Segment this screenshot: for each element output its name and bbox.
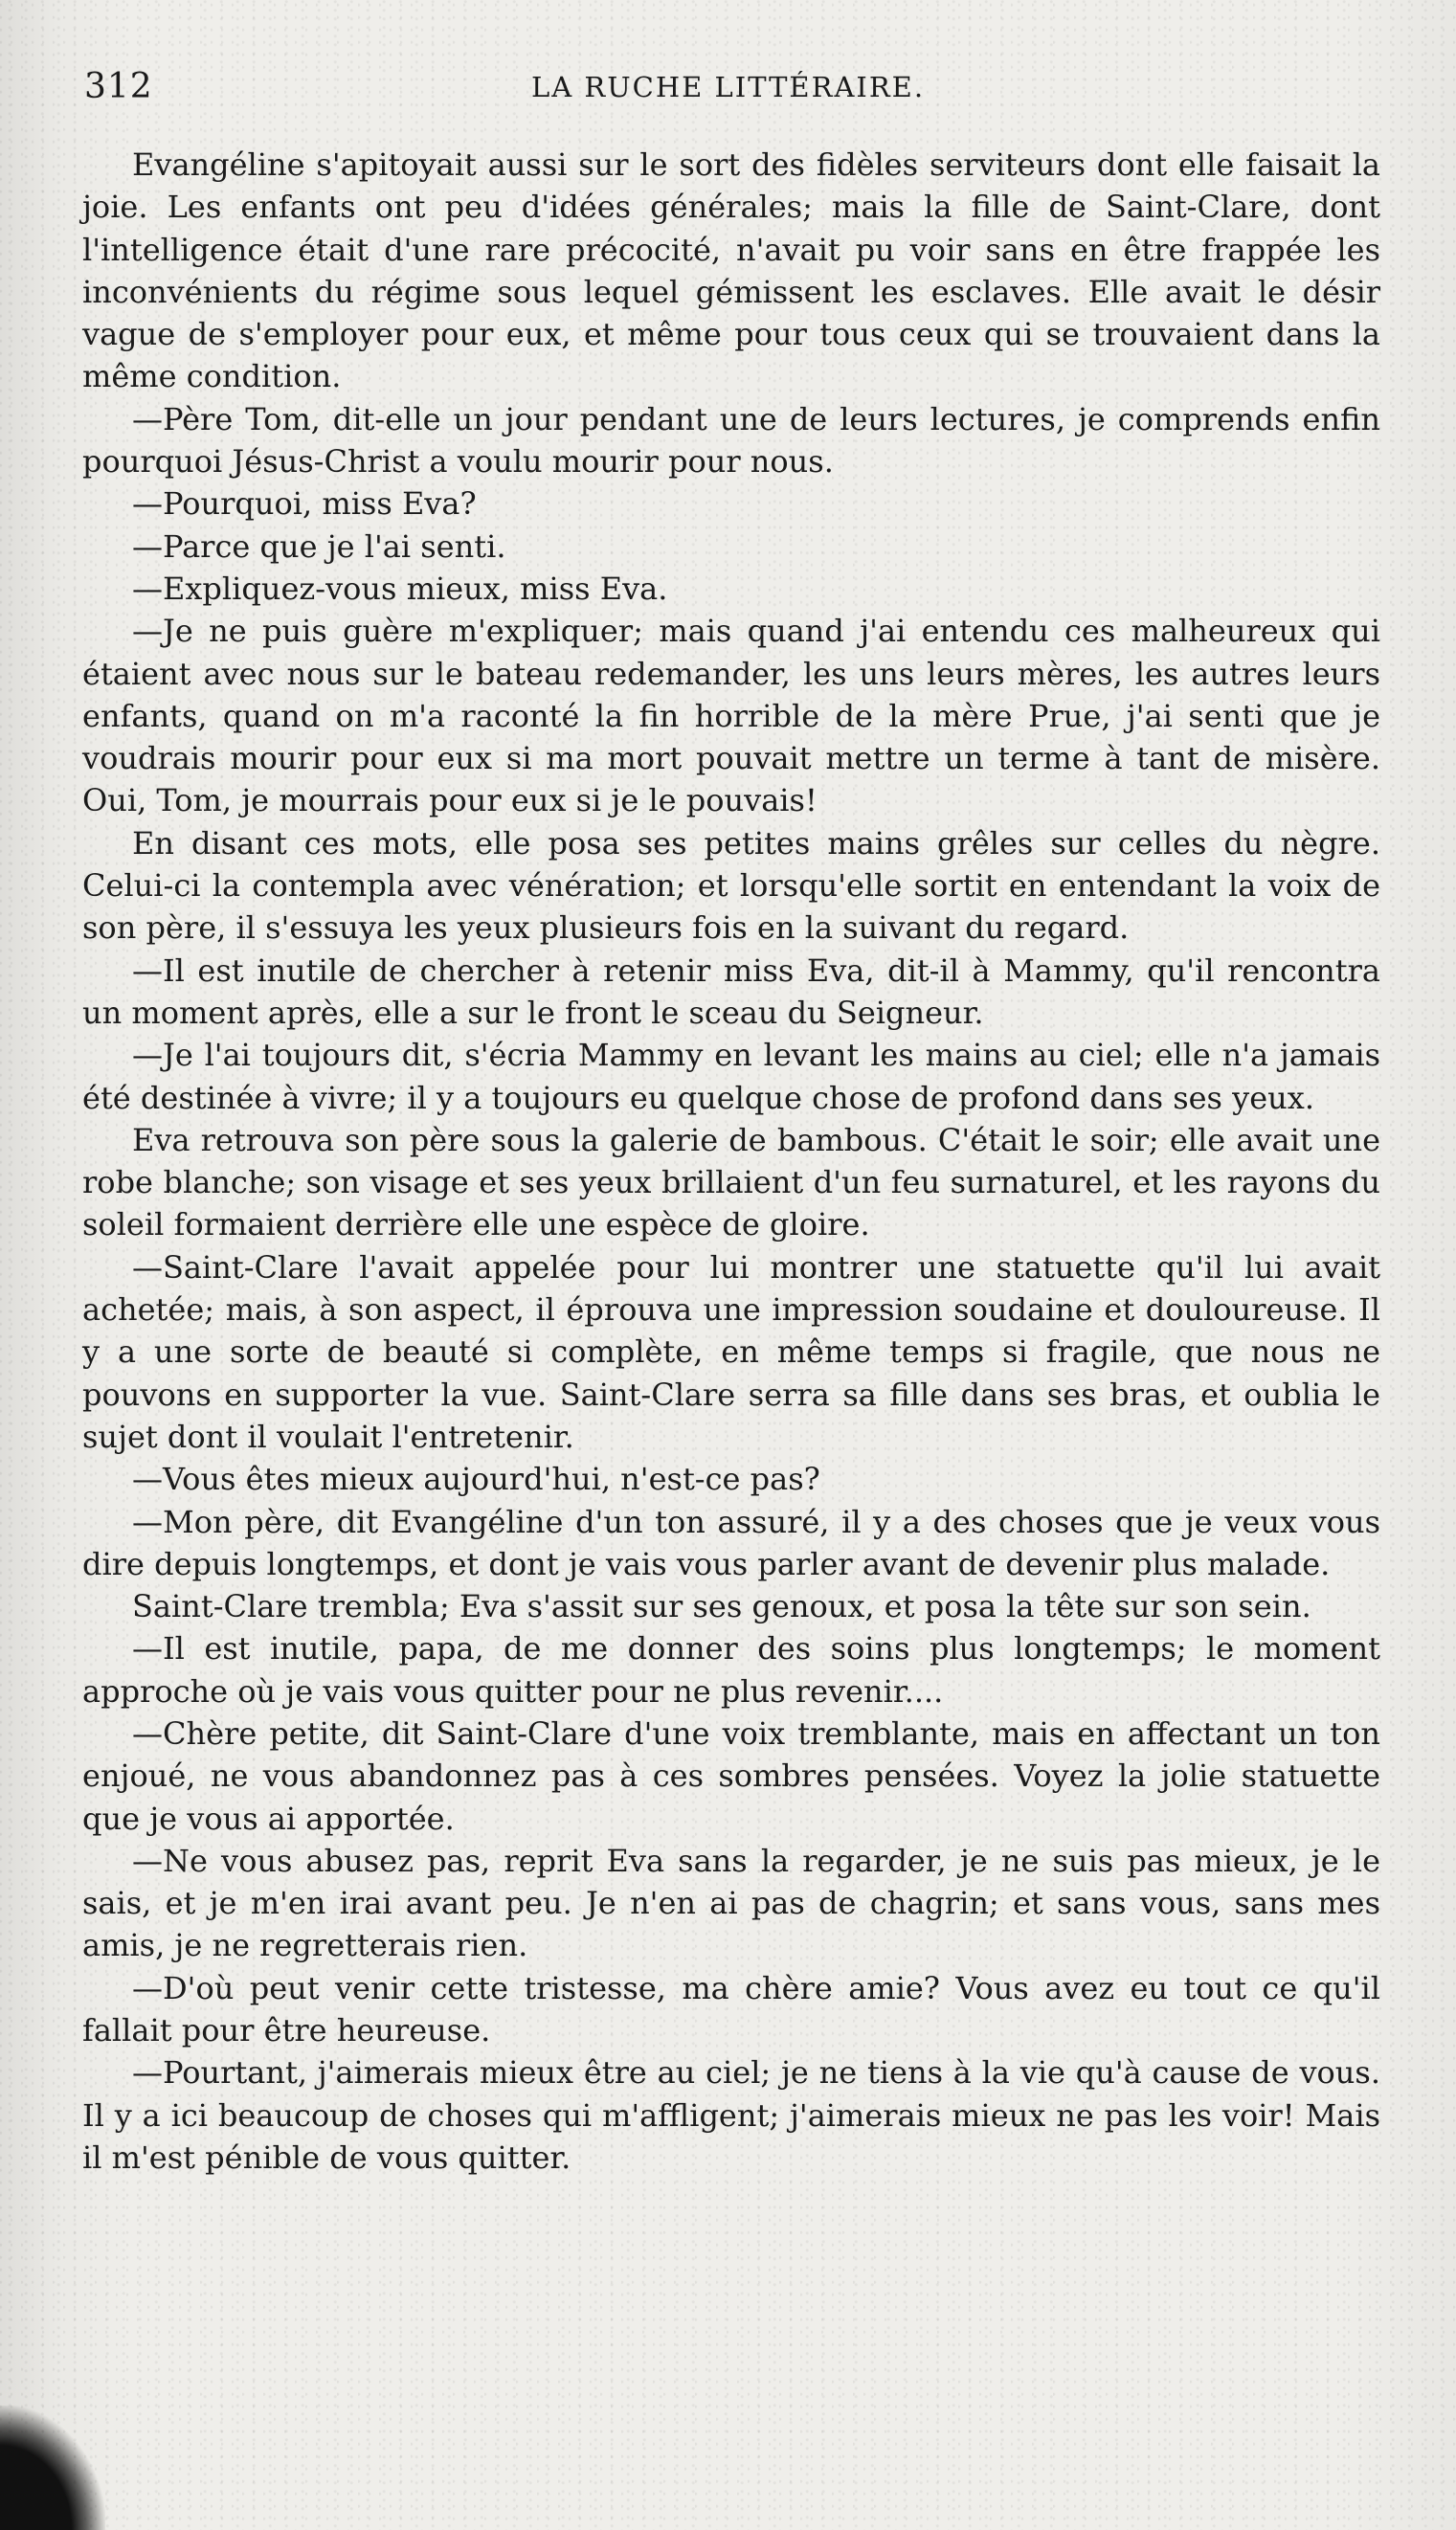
paragraph: —Père Tom, dit-elle un jour pendant une de leurs lectures, je comprends enfin pourquoi Jésus-Christ a voulu mourir pour nous. bbox=[82, 400, 1380, 481]
paragraph: —Mon père, dit Evangéline d'un ton assuré, il y a des choses que je veux vous dire depuis longtemps, et dont je vais vous parler avant de devenir plus malade. bbox=[82, 1503, 1380, 1582]
paragraph: Eva retrouva son père sous la galerie de bambous. C'était le soir; elle avait une robe blanche; son visage et ses yeux brillaient d'un feu surnaturel, et les rayons du soleil formaient derrière elle une espèce de gloire. bbox=[82, 1121, 1380, 1243]
paragraph: —Saint-Clare l'avait appelée pour lui montrer une statuette qu'il lui avait achetée; mais, à son aspect, il éprouva une impression soudaine et douloureuse. Il y a une sorte de beauté si complète, en même temps si fragile, que nous ne pouvons en supporter la vue. Saint-Clare serra sa fille dans ses bras, et oublia le sujet dont il voulait l'entretenir. bbox=[82, 1248, 1380, 1455]
page-header bbox=[77, 67, 1379, 115]
paragraph: —Parce que je l'ai senti. bbox=[132, 527, 506, 565]
paragraph: —Vous êtes mieux aujourd'hui, n'est-ce pas? bbox=[132, 1461, 820, 1498]
running-head: LA RUCHE LITTÉRAIRE. bbox=[530, 71, 926, 103]
paragraph: En disant ces mots, elle posa ses petites mains grêles sur celles du nègre. Celui-ci la contempla avec vénération; et lorsqu'elle sortit en entendant la voix de son père, il s'essuya les yeux plusieurs fois en la suivant du regard. bbox=[82, 824, 1380, 947]
page-number: 312 bbox=[84, 67, 153, 106]
paragraph: —Je l'ai toujours dit, s'écria Mammy en levant les mains au ciel; elle n'a jamais été destinée à vivre; il y a toujours eu quelque chose de profond dans ses yeux. bbox=[82, 1037, 1380, 1116]
paragraph: —Chère petite, dit Saint-Clare d'une voix tremblante, mais en affectant un ton enjoué, ne vous abandonnez pas à ces sombres pensées. Voyez la jolie statuette que je vous ai apportée. bbox=[82, 1714, 1380, 1837]
paragraph: —Expliquez-vous mieux, miss Eva. bbox=[132, 570, 668, 607]
paragraph: Evangéline s'apitoyait aussi sur le sort des fidèles serviteurs dont elle faisait la joie. Les enfants ont peu d'idées générales; mais la fille de Saint-Clare, dont l'intelligence était d'une rare précocité, n'avait pu voir sans en être frappée les inconvénients du régime sous lequel gémissent les esclaves. Elle avait le désir vague de s'employer pour eux, et même pour tous ceux qui se trouvaient dans la même condition. bbox=[82, 146, 1380, 395]
paragraph: —Pourquoi, miss Eva? bbox=[132, 485, 477, 523]
paragraph: —Pourtant, j'aimerais mieux être au ciel; je ne tiens à la vie qu'à cause de vous. Il y a ici beaucoup de choses qui m'affligent; j'aimerais mieux ne pas les voir! Mais il m'est pénible de vous quitter. bbox=[82, 2054, 1380, 2176]
paragraph: —D'où peut venir cette tristesse, ma chère amie? Vous avez eu tout ce qu'il fallait pour être heureuse. bbox=[82, 1969, 1380, 2049]
paragraph: Saint-Clare trembla; Eva s'assit sur ses genoux, et posa la tête sur son sein. bbox=[132, 1588, 1311, 1625]
body-text bbox=[82, 144, 1380, 2179]
paragraph: —Je ne puis guère m'expliquer; mais quand j'ai entendu ces malheureux qui étaient avec nous sur le bateau redemander, les uns leurs mères, les autres leurs enfants, quand on m'a raconté la fin horrible de la mère Prue, j'ai senti que je voudrais mourir pour eux si ma mort pouvait mettre un terme à tant de misère. Oui, Tom, je mourrais pour eux si je le pouvais! bbox=[82, 613, 1380, 819]
ink-stain bbox=[0, 2406, 105, 2530]
paragraph: —Ne vous abusez pas, reprit Eva sans la regarder, je ne suis pas mieux, je le sais, et je m'en irai avant peu. Je n'en ai pas de chagrin; et sans vous, sans mes amis, je ne regretterais rien. bbox=[82, 1842, 1380, 1964]
paragraph: —Il est inutile, papa, de me donner des soins plus longtemps; le moment approche où je vais vous quitter pour ne plus revenir.... bbox=[82, 1630, 1380, 1710]
paragraph: —Il est inutile de chercher à retenir miss Eva, dit-il à Mammy, qu'il rencontra un moment après, elle a sur le front le sceau du Seigneur. bbox=[82, 952, 1380, 1031]
